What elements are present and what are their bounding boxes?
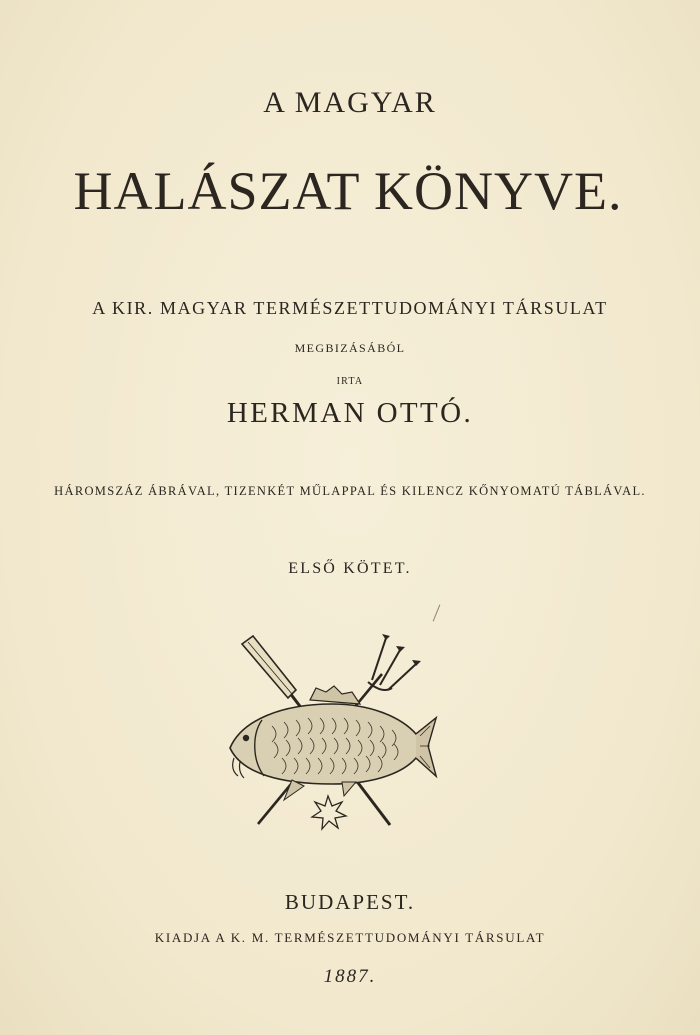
publication-year: 1887. [323,966,377,987]
written-by-line: IRTA [336,376,364,387]
pre-title: A MAGYAR [263,86,437,119]
commission-line: MEGBIZÁSÁBÓL [294,341,406,355]
illustration-description: HÁROMSZÁZ ÁBRÁVAL, TIZENKÉT MŰLAPPAL ÉS KILENCZ KŐNYOMATÚ TÁBLÁVAL. [54,484,646,498]
author-name: HERMAN OTTÓ. [226,397,474,429]
fish-icon [230,686,436,800]
volume-label: ELSŐ KÖTET. [288,560,412,577]
main-title: HALÁSZAT KÖNYVE. [73,161,623,221]
fish-oar-trident-emblem-icon [222,630,444,835]
publication-city: BUDAPEST. [284,890,416,914]
subtitle: A KIR. MAGYAR TERMÉSZETTUDOMÁNYI TÁRSULAT [92,298,608,318]
ink-speck [433,604,441,621]
publisher-line: KIADJA A K. M. TERMÉSZETTUDOMÁNYI TÁRSULAT [154,930,546,945]
starburst-icon [312,796,346,829]
